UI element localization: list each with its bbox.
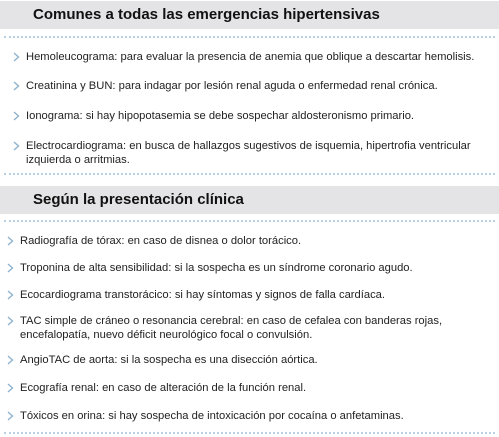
list-item: Troponina de alta sensibilidad: si la sospecha es un síndrome coronario agudo. xyxy=(20,262,413,274)
section-header-clinical xyxy=(0,186,499,214)
divider xyxy=(4,36,495,38)
list-item: TAC simple de cráneo o resonancia cerebral: en caso de cefalea con banderas rojas, xyxy=(20,315,443,327)
list-item: Tóxicos en orina: si hay sospecha de intoxicación por cocaína o anfetaminas. xyxy=(20,410,404,422)
section-title: Según la presentación clínica xyxy=(33,191,244,208)
chevron-right-icon xyxy=(13,111,20,121)
chevron-right-icon xyxy=(7,355,14,365)
chevron-right-icon xyxy=(7,263,14,273)
divider xyxy=(4,220,495,222)
chevron-right-icon xyxy=(7,236,14,246)
section-header-common xyxy=(0,1,499,29)
list-item: Ecografía renal: en caso de alteración de la función renal. xyxy=(20,382,307,394)
list-item: Radiografía de tórax: en caso de disnea o dolor torácico. xyxy=(20,235,302,247)
list-item: Ionograma: si hay hipopotasemia se debe sospechar aldosteronismo primario. xyxy=(26,110,415,122)
chevron-right-icon xyxy=(7,316,14,326)
list-item: Creatinina y BUN: para indagar por lesión renal aguda o enfermedad renal crónica. xyxy=(26,80,438,92)
list-item: Ecocardiograma transtorácico: si hay síntomas y signos de falla cardíaca. xyxy=(20,289,386,301)
divider xyxy=(4,173,495,175)
chevron-right-icon xyxy=(7,290,14,300)
list-item: Hemoleucograma: para evaluar la presencia de anemia que oblique a descartar hemolisis. xyxy=(26,51,475,63)
list-item: AngioTAC de aorta: si la sospecha es una disección aórtica. xyxy=(20,354,318,366)
section-title: Comunes a todas las emergencias hipertensivas xyxy=(33,6,380,23)
chevron-right-icon xyxy=(7,383,14,393)
list-item: Electrocardiograma: en busca de hallazgos sugestivos de isquemia, hipertrofia ventricular xyxy=(26,140,471,152)
chevron-right-icon xyxy=(7,411,14,421)
chevron-right-icon xyxy=(13,52,20,62)
chevron-right-icon xyxy=(13,141,20,151)
chevron-right-icon xyxy=(13,81,20,91)
divider xyxy=(4,432,495,434)
list-item-continuation: izquierda o arritmias. xyxy=(26,154,130,166)
list-item-continuation: encefalopatía, nuevo déficit neurológico focal o convulsión. xyxy=(20,329,313,341)
